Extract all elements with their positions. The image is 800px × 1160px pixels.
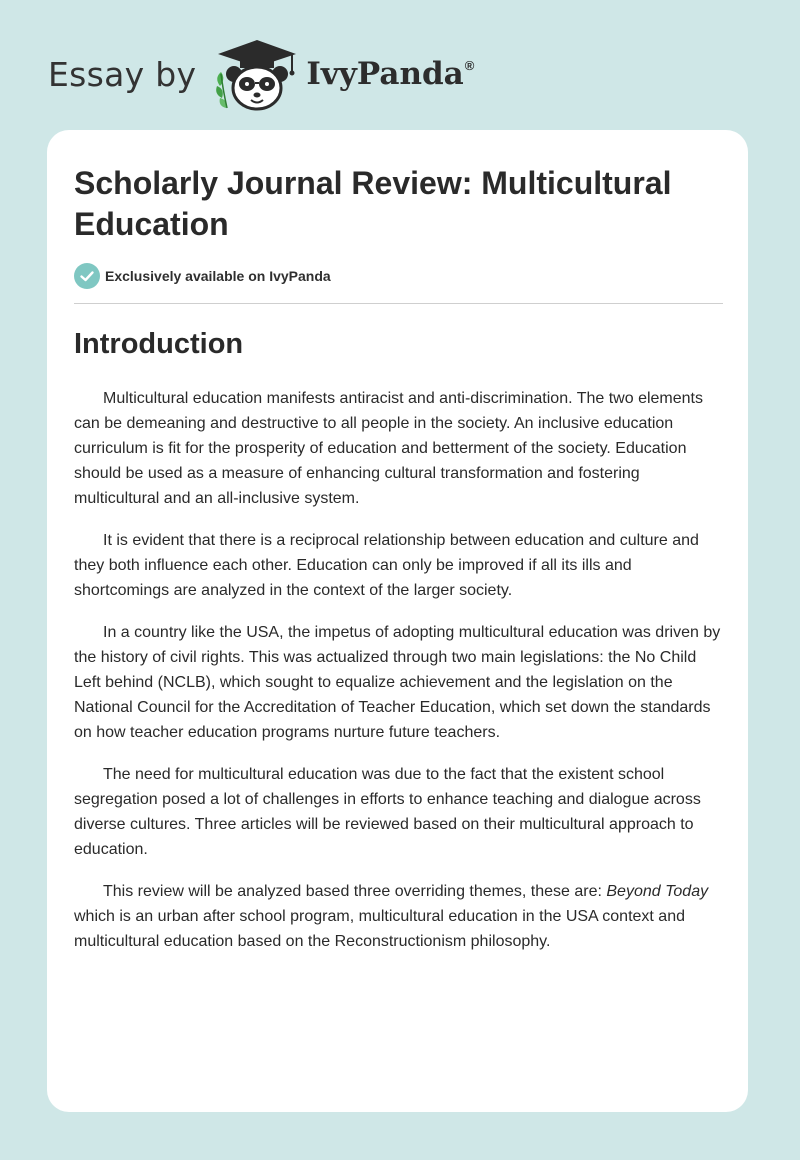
brand-name[interactable] <box>306 56 474 92</box>
exclusive-badge <box>74 263 331 289</box>
program-name: Beyond Today <box>606 883 709 900</box>
registered-mark: ® <box>464 58 475 73</box>
ivypanda-logo-icon[interactable] <box>212 34 302 114</box>
article-body <box>74 386 724 971</box>
page-title: Scholarly Journal Review: Multicultural Education <box>74 165 672 242</box>
paragraph: The need for multicultural education was due to the fact that the existent school segregation posed a lot of challenges in efforts to enhance teaching and dialogue across diverse cultures. Three articles will be reviewed based on their multicultural approach to education. <box>74 766 701 858</box>
brand-text: IvyPanda <box>306 56 464 92</box>
paragraph: In a country like the USA, the impetus of adopting multicultural education was driven by the history of civil rights. This was actualized through two main legislations: the No Child Left behind (NCLB), which sought to equalize achievement and the legislation on the National Council for the Accreditation of Teacher Education, which set down the standards on how teacher education programs nurture future teachers. <box>74 624 721 741</box>
paragraph-text: This review will be analyzed based three overriding themes, these are: <box>103 883 607 900</box>
check-circle-icon <box>74 263 100 289</box>
paragraph-text: which is an urban after school program, multicultural education in the USA context and multicultural education based on the Reconstructionism philosophy. <box>74 908 685 950</box>
paragraph: Multicultural education manifests antiracist and anti-discrimination. The two elements can be demeaning and destructive to all people in the society. An inclusive education curriculum is fit for the prosperity of education and betterment of the society. Education should be used as a measure of enhancing cultural transformation and fostering multicultural and an all-inclusive system. <box>74 390 703 507</box>
section-heading: Introduction <box>74 328 244 360</box>
essay-card <box>47 130 748 1112</box>
paragraph: It is evident that there is a reciprocal relationship between education and culture and they both influence each other. Education can only be improved if all its ills and shortcomings are analyzed in the context of the larger society. <box>74 532 699 599</box>
essay-by-label: Essay by <box>48 54 197 94</box>
paragraph <box>74 879 724 954</box>
divider <box>74 303 723 304</box>
site-header <box>48 34 474 114</box>
exclusive-badge-text: Exclusively available on IvyPanda <box>105 268 331 284</box>
